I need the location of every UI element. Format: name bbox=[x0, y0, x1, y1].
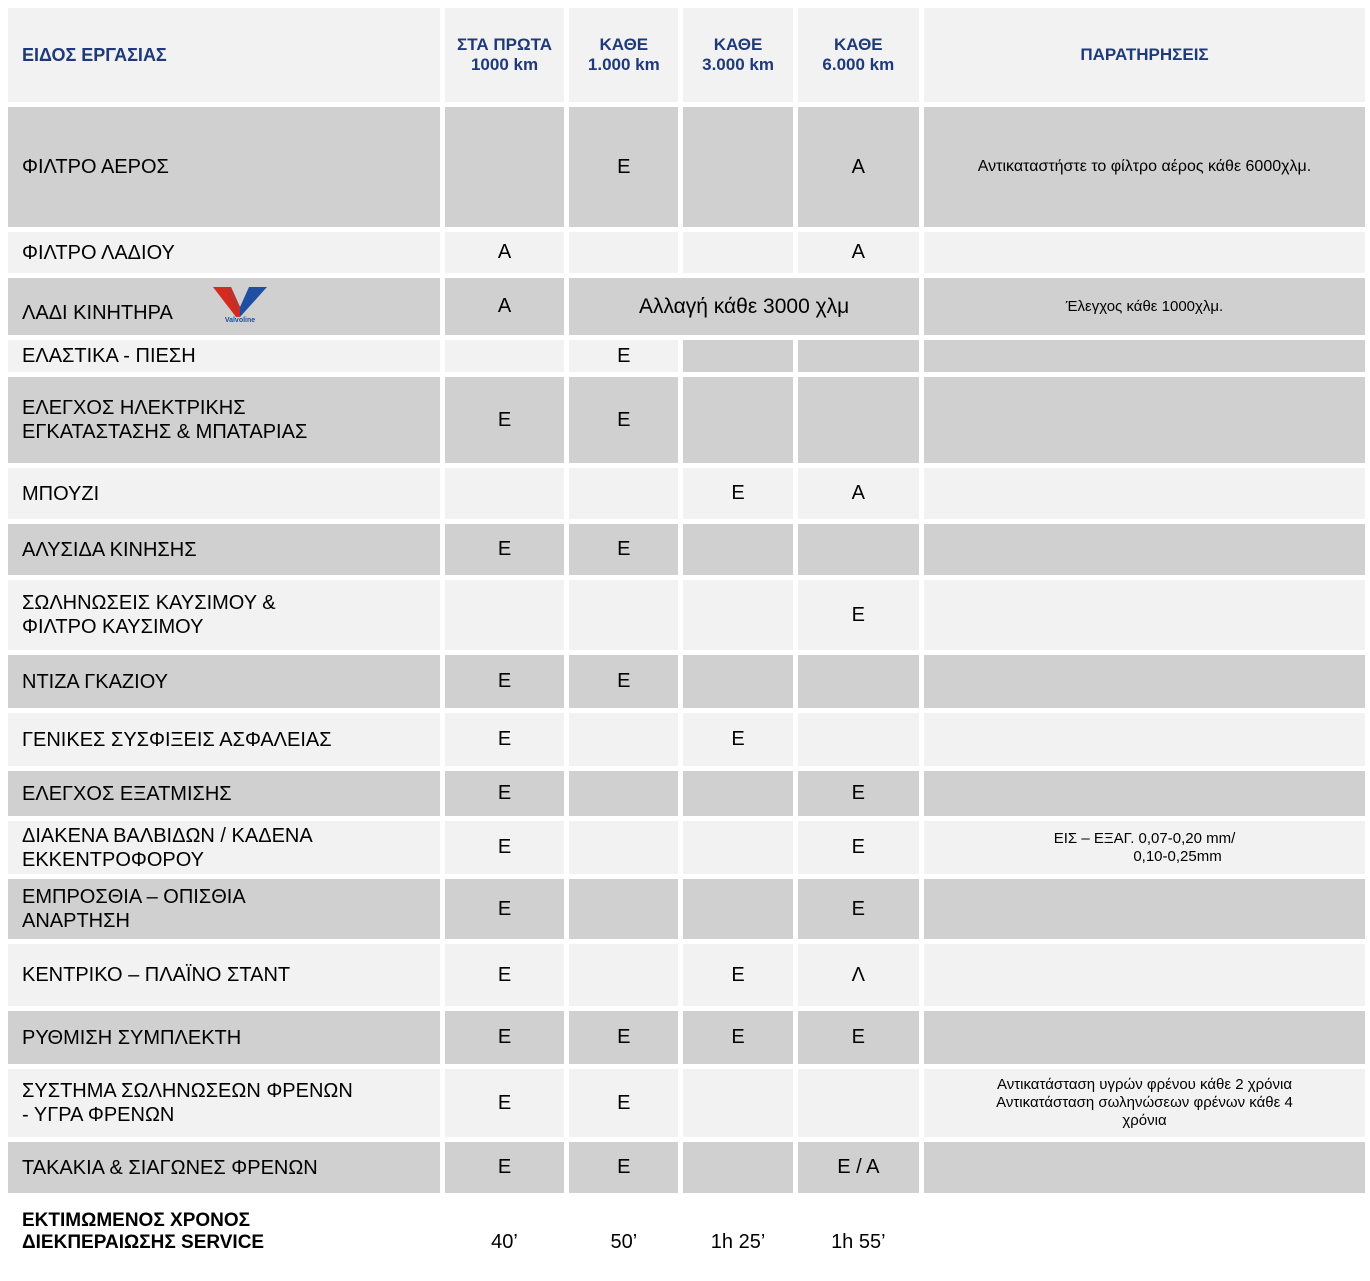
cell-every-1000 bbox=[569, 580, 678, 650]
cell-every-1000: Ε bbox=[569, 655, 678, 708]
task-cell: ΕΛΕΓΧΟΣ ΗΛΕΚΤΡΙΚΗΣ ΕΓΚΑΤΑΣΤΑΣΗΣ & ΜΠΑΤΑΡΙΑΣ bbox=[8, 377, 440, 463]
cell-first-1000: Ε bbox=[445, 1069, 564, 1137]
time-first-1000: 40’ bbox=[445, 1198, 564, 1254]
cell-every-1000 bbox=[569, 944, 678, 1006]
table-row bbox=[8, 1011, 1365, 1064]
cell-every-3000 bbox=[683, 232, 792, 273]
table-row bbox=[8, 377, 1365, 463]
header-row bbox=[8, 8, 1365, 102]
table-row bbox=[8, 821, 1365, 874]
cell-every-6000: Α bbox=[798, 232, 919, 273]
remark-cell bbox=[924, 655, 1365, 708]
cell-first-1000: Ε bbox=[445, 655, 564, 708]
header-remarks: ΠΑΡΑΤΗΡΗΣΕΙΣ bbox=[924, 8, 1365, 102]
cell-first-1000 bbox=[445, 580, 564, 650]
remark-cell bbox=[924, 713, 1365, 766]
cell-every-6000: Ε / Α bbox=[798, 1142, 919, 1193]
cell-every-6000 bbox=[798, 340, 919, 372]
task-cell: ΑΛΥΣΙΔΑ ΚΙΝΗΣΗΣ bbox=[8, 524, 440, 575]
cell-first-1000: Ε bbox=[445, 821, 564, 874]
cell-every-1000 bbox=[569, 713, 678, 766]
cell-first-1000: Ε bbox=[445, 524, 564, 575]
table-row bbox=[8, 655, 1365, 708]
cell-every-3000: Ε bbox=[683, 944, 792, 1006]
remark-cell: Αντικατάσταση υγρών φρένου κάθε 2 χρόνια Αντικατάσταση σωληνώσεων φρένων κάθε 4 χρόνια bbox=[924, 1069, 1365, 1137]
valvoline-logo-icon bbox=[211, 285, 269, 329]
task-cell: ΕΛΑΣΤΙΚΑ - ΠΙΕΣΗ bbox=[8, 340, 440, 372]
cell-every-3000 bbox=[683, 340, 792, 372]
cell-every-1000: Ε bbox=[569, 377, 678, 463]
cell-first-1000: Ε bbox=[445, 771, 564, 816]
task-cell: ΡΥΘΜΙΣΗ ΣΥΜΠΛΕΚΤΗ bbox=[8, 1011, 440, 1064]
cell-every-6000 bbox=[798, 524, 919, 575]
cell-every-3000 bbox=[683, 655, 792, 708]
cell-every-3000 bbox=[683, 524, 792, 575]
remark-cell: Αντικαταστήστε το φίλτρο αέρος κάθε 6000χλμ. bbox=[924, 107, 1365, 227]
cell-every-3000 bbox=[683, 821, 792, 874]
remark-cell bbox=[924, 580, 1365, 650]
cell-every-1000 bbox=[569, 821, 678, 874]
task-cell: ΜΠΟΥΖΙ bbox=[8, 468, 440, 519]
cell-every-3000: Ε bbox=[683, 1011, 792, 1064]
remark-cell: ΕΙΣ – ΕΞΑΓ. 0,07-0,20 mm/ 0,10-0,25mm bbox=[924, 821, 1365, 874]
merged-interval-cell: Αλλαγή κάθε 3000 χλμ bbox=[569, 278, 919, 335]
cell-every-1000 bbox=[569, 232, 678, 273]
cell-first-1000: Α bbox=[445, 278, 564, 335]
time-every-1000: 50’ bbox=[569, 1198, 678, 1254]
cell-every-3000 bbox=[683, 377, 792, 463]
remark-cell bbox=[924, 879, 1365, 939]
remark-cell bbox=[924, 340, 1365, 372]
table-row bbox=[8, 1142, 1365, 1193]
cell-first-1000: Ε bbox=[445, 1011, 564, 1064]
cell-every-6000: Ε bbox=[798, 771, 919, 816]
time-every-6000: 1h 55’ bbox=[798, 1198, 919, 1254]
header-first-1000: ΣΤΑ ΠΡΩΤΑ 1000 km bbox=[445, 8, 564, 102]
cell-every-3000: Ε bbox=[683, 468, 792, 519]
time-remarks bbox=[924, 1198, 1365, 1254]
cell-every-6000: Ε bbox=[798, 879, 919, 939]
remark-cell bbox=[924, 377, 1365, 463]
remark-cell bbox=[924, 1142, 1365, 1193]
remark-cell bbox=[924, 944, 1365, 1006]
table-row bbox=[8, 232, 1365, 273]
task-cell: ΣΩΛΗΝΩΣΕΙΣ ΚΑΥΣΙΜΟΥ & ΦΙΛΤΡΟ ΚΑΥΣΙΜΟΥ bbox=[8, 580, 440, 650]
cell-first-1000: Ε bbox=[445, 1142, 564, 1193]
cell-every-6000: Α bbox=[798, 468, 919, 519]
task-cell: ΔΙΑΚΕΝΑ ΒΑΛΒΙΔΩΝ / ΚΑΔΕΝΑ ΕΚΚΕΝΤΡΟΦΟΡΟΥ bbox=[8, 821, 440, 874]
cell-every-6000: Α bbox=[798, 107, 919, 227]
cell-every-3000 bbox=[683, 879, 792, 939]
table-row bbox=[8, 771, 1365, 816]
task-cell: ΕΜΠΡΟΣΘΙΑ – ΟΠΙΣΘΙΑ ΑΝΑΡΤΗΣΗ bbox=[8, 879, 440, 939]
estimated-time-label: ΕΚΤΙΜΩΜΕΝΟΣ ΧΡΟΝΟΣ ΔΙΕΚΠΕΡΑΙΩΣΗΣ SERVICE bbox=[8, 1198, 440, 1254]
cell-every-1000: Ε bbox=[569, 1142, 678, 1193]
time-every-3000: 1h 25’ bbox=[683, 1198, 792, 1254]
cell-every-6000: Λ bbox=[798, 944, 919, 1006]
table-row bbox=[8, 580, 1365, 650]
table-row bbox=[8, 879, 1365, 939]
maintenance-schedule-table bbox=[3, 3, 1370, 1259]
cell-first-1000: Ε bbox=[445, 879, 564, 939]
remark-cell bbox=[924, 232, 1365, 273]
cell-every-6000 bbox=[798, 713, 919, 766]
task-cell: ΝΤΙΖΑ ΓΚΑΖΙΟΥ bbox=[8, 655, 440, 708]
cell-first-1000: Α bbox=[445, 232, 564, 273]
cell-every-6000: Ε bbox=[798, 580, 919, 650]
table-row bbox=[8, 468, 1365, 519]
cell-every-3000 bbox=[683, 771, 792, 816]
table-row bbox=[8, 944, 1365, 1006]
cell-every-1000: Ε bbox=[569, 107, 678, 227]
remark-cell bbox=[924, 1011, 1365, 1064]
task-cell: ΕΛΕΓΧΟΣ ΕΞΑΤΜΙΣΗΣ bbox=[8, 771, 440, 816]
cell-every-3000: Ε bbox=[683, 713, 792, 766]
cell-first-1000: Ε bbox=[445, 377, 564, 463]
cell-every-1000 bbox=[569, 879, 678, 939]
svg-text:Valvoline: Valvoline bbox=[225, 317, 256, 323]
cell-every-3000 bbox=[683, 107, 792, 227]
cell-first-1000 bbox=[445, 107, 564, 227]
cell-every-1000: Ε bbox=[569, 340, 678, 372]
table-row bbox=[8, 524, 1365, 575]
task-cell: ΤΑΚΑΚΙΑ & ΣΙΑΓΩΝΕΣ ΦΡΕΝΩΝ bbox=[8, 1142, 440, 1193]
remark-cell: Έλεγχος κάθε 1000χλμ. bbox=[924, 278, 1365, 335]
header-every-6000: ΚΑΘΕ 6.000 km bbox=[798, 8, 919, 102]
remark-cell bbox=[924, 468, 1365, 519]
header-task: ΕΙΔΟΣ ΕΡΓΑΣΙΑΣ bbox=[8, 8, 440, 102]
remark-cell bbox=[924, 771, 1365, 816]
table-row bbox=[8, 278, 1365, 335]
table-row bbox=[8, 340, 1365, 372]
cell-first-1000 bbox=[445, 340, 564, 372]
table-row bbox=[8, 107, 1365, 227]
header-every-1000: ΚΑΘΕ 1.000 km bbox=[569, 8, 678, 102]
table-row bbox=[8, 713, 1365, 766]
task-label: ΛΑΔΙ ΚΙΝΗΤΗΡΑ bbox=[22, 302, 172, 324]
task-cell: ΣΥΣΤΗΜΑ ΣΩΛΗΝΩΣΕΩΝ ΦΡΕΝΩΝ - ΥΓΡΑ ΦΡΕΝΩΝ bbox=[8, 1069, 440, 1137]
task-cell: ΚΕΝΤΡΙΚΟ – ΠΛΑΪΝΟ ΣΤΑΝΤ bbox=[8, 944, 440, 1006]
cell-every-3000 bbox=[683, 1069, 792, 1137]
cell-every-6000 bbox=[798, 655, 919, 708]
task-cell: ΦΙΛΤΡΟ ΑΕΡΟΣ bbox=[8, 107, 440, 227]
cell-every-1000 bbox=[569, 468, 678, 519]
cell-every-1000: Ε bbox=[569, 524, 678, 575]
cell-every-6000: Ε bbox=[798, 821, 919, 874]
cell-every-1000: Ε bbox=[569, 1069, 678, 1137]
cell-every-1000: Ε bbox=[569, 1011, 678, 1064]
cell-first-1000: Ε bbox=[445, 944, 564, 1006]
cell-every-1000 bbox=[569, 771, 678, 816]
cell-every-6000 bbox=[798, 377, 919, 463]
remark-cell bbox=[924, 524, 1365, 575]
cell-every-3000 bbox=[683, 1142, 792, 1193]
estimated-time-row bbox=[8, 1198, 1365, 1254]
cell-first-1000: Ε bbox=[445, 713, 564, 766]
cell-every-6000 bbox=[798, 1069, 919, 1137]
header-every-3000: ΚΑΘΕ 3.000 km bbox=[683, 8, 792, 102]
task-cell: ΦΙΛΤΡΟ ΛΑΔΙΟΥ bbox=[8, 232, 440, 273]
task-cell bbox=[8, 278, 440, 335]
table-row bbox=[8, 1069, 1365, 1137]
cell-every-6000: Ε bbox=[798, 1011, 919, 1064]
task-cell: ΓΕΝΙΚΕΣ ΣΥΣΦΙΞΕΙΣ ΑΣΦΑΛΕΙΑΣ bbox=[8, 713, 440, 766]
cell-first-1000 bbox=[445, 468, 564, 519]
cell-every-3000 bbox=[683, 580, 792, 650]
